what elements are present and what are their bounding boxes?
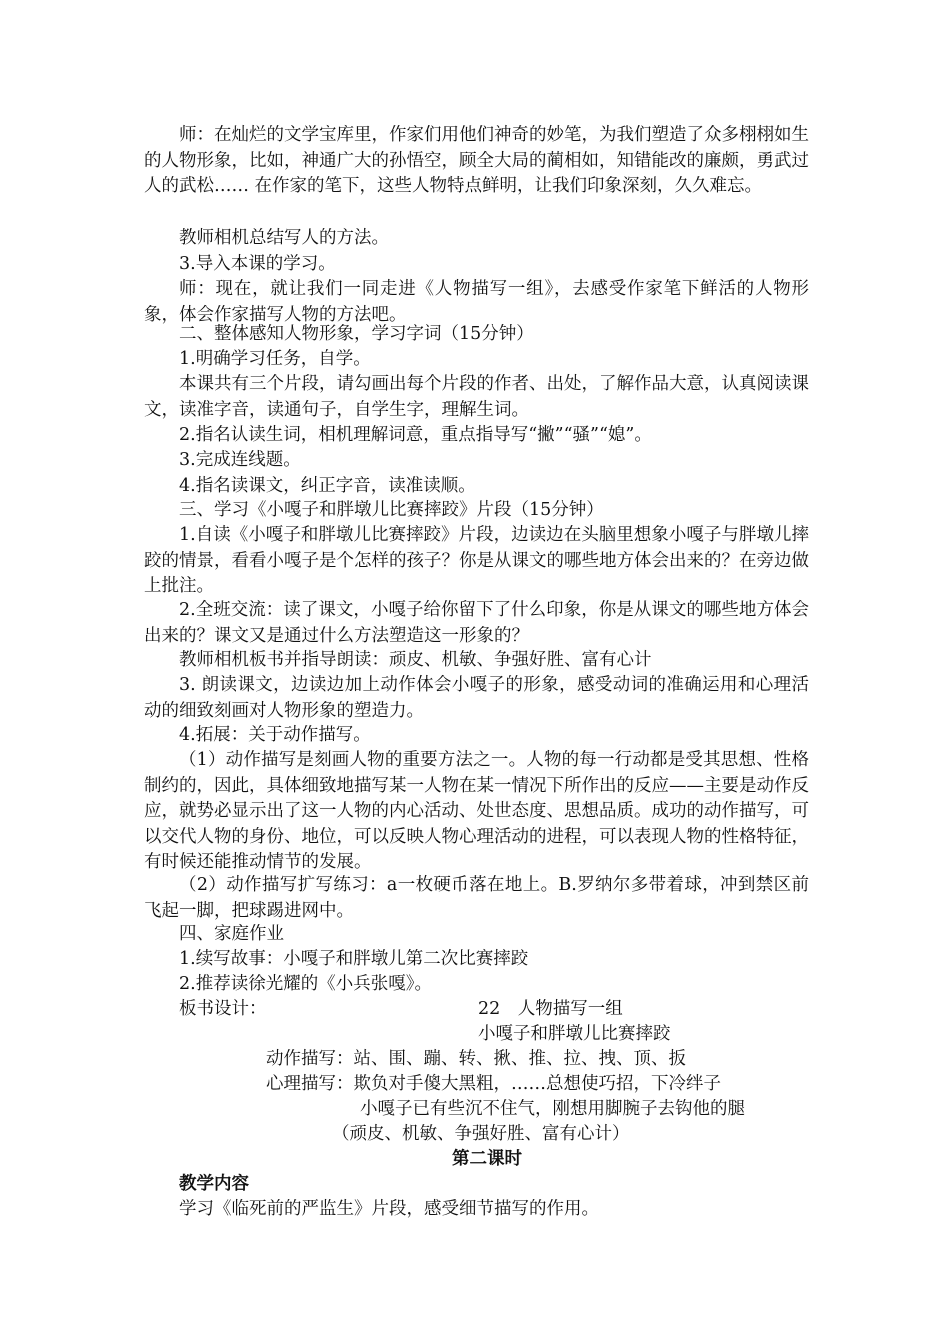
paragraph: 2.指名认读生词，相机理解词意，重点指导写“撇”“骚”“媳”。 (179, 425, 652, 445)
paragraph: 4.拓展：关于动作描写。 (179, 725, 371, 745)
paragraph: 1.续写故事：小嘎子和胖墩儿第二次比赛摔跤 (179, 949, 529, 969)
content-text: 学习《临死前的严监生》片段，感受细节描写的作用。 (179, 1199, 599, 1219)
board-title: 22 人物描写一组 (478, 999, 623, 1019)
content-label: 教学内容 (179, 1174, 249, 1194)
board-design-label: 板书设计： (179, 999, 267, 1019)
board-subtitle: 小嘎子和胖墩儿比赛摔跤 (478, 1024, 671, 1044)
board-action-line: 动作描写：站、围、蹦、转、揪、推、拉、拽、顶、扳 (266, 1049, 686, 1069)
paragraph: 教师相机板书并指导朗读：顽皮、机敏、争强好胜、富有心计 (179, 650, 652, 670)
lesson-heading: 第二课时 (452, 1149, 522, 1169)
paragraph: 教师相机总结写人的方法。 (179, 228, 389, 248)
board-mind-line-2: 小嘎子已有些沉不住气，刚想用脚腕子去钩他的腿 (360, 1099, 745, 1119)
board-traits: （顽皮、机敏、争强好胜、富有心计） (332, 1124, 630, 1144)
board-mind-line: 心理描写：欺负对手傻大黑粗，……总想使巧招，下冷绊子 (266, 1074, 721, 1094)
paragraph: 1.自读《小嘎子和胖墩儿比赛摔跤》片段，边读边在头脑里想象小嘎子与胖墩儿摔跤的情景，看看小嘎子是个怎样的孩子？你是从课文的哪些地方体会出来的？在旁边做上批注。 (144, 525, 809, 597)
paragraph: （1）动作描写是刻画人物的重要方法之一。人物的每一行动都是受其思想、性格制约的，因此，具体细致地描写某一人物在某一情况下所作出的反应——主要是动作反应，就势必显示出了这一人物的内心活动、处世态度、思想品质。成功的动作描写，可以交代人物的身份、地位，可以反映人物心理活动的进程，可以表现人物的性格特征，有时候还能推动情节的发展。 (144, 750, 809, 873)
section-heading: 四、家庭作业 (179, 924, 284, 944)
paragraph: 3.导入本课的学习。 (179, 254, 336, 274)
section-heading: 二、整体感知人物形象，学习字词（15分钟） (179, 324, 534, 344)
paragraph: 师：在灿烂的文学宝库里，作家们用他们神奇的妙笔，为我们塑造了众多栩栩如生的人物形象，比如，神通广大的孙悟空，顾全大局的蔺相如，知错能改的廉颇，勇武过人的武松…… 在作家的笔下，这些人物特点鲜明，让我们印象深刻，久久难忘。 (144, 125, 809, 197)
paragraph: （2）动作描写扩写练习：a一枚硬币落在地上。B.罗纳尔多带着球，冲到禁区前飞起一脚，把球踢进网中。 (144, 875, 809, 921)
paragraph: 师：现在，就让我们一同走进《人物描写一组》，去感受作家笔下鲜活的人物形象，体会作家描写人物的方法吧。 (144, 279, 809, 325)
paragraph: 3.完成连线题。 (179, 450, 301, 470)
paragraph: 2.推荐读徐光耀的《小兵张嘎》。 (179, 974, 432, 994)
section-heading: 三、学习《小嘎子和胖墩儿比赛摔跤》片段（15分钟） (179, 500, 604, 520)
paragraph: 本课共有三个片段，请勾画出每个片段的作者、出处，了解作品大意，认真阅读课文，读准字音，读通句子，自学生字，理解生词。 (144, 374, 809, 420)
paragraph: 1.明确学习任务，自学。 (179, 349, 371, 369)
paragraph: 2.全班交流：读了课文，小嘎子给你留下了什么印象，你是从课文的哪些地方体会出来的？课文又是通过什么方法塑造这一形象的？ (144, 600, 809, 646)
paragraph: 3. 朗读课文，边读边加上动作体会小嘎子的形象，感受动词的准确运用和心理活动的细致刻画对人物形象的塑造力。 (144, 675, 809, 721)
paragraph: 4.指名读课文，纠正字音，读准读顺。 (179, 476, 476, 496)
